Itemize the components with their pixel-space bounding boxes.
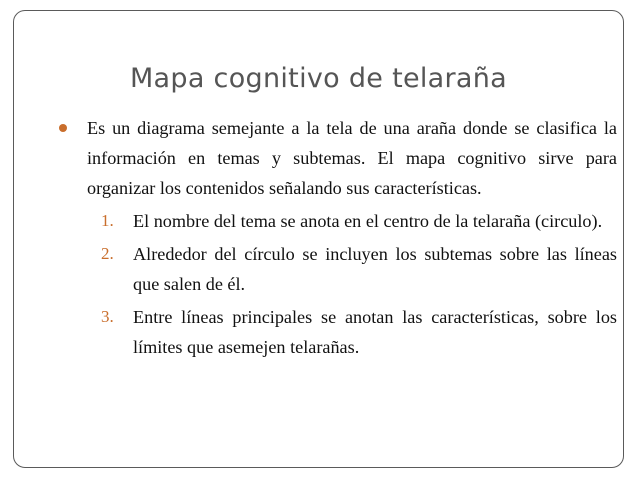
list-item-number: 3.	[101, 307, 114, 326]
slide-title: Mapa cognitivo de telaraña	[129, 63, 508, 94]
numbered-list	[72, 206, 617, 362]
list-item	[72, 239, 617, 299]
list-item-text: Alrededor del círculo se incluyen los subtemas sobre las líneas que salen de él.	[133, 244, 617, 294]
list-item-number: 2.	[101, 244, 114, 263]
list-item-text: Entre líneas principales se anotan las características, sobre los límites que asemejen telarañas.	[133, 307, 617, 357]
list-item-number: 1.	[101, 211, 114, 230]
list-item	[72, 302, 617, 362]
bullet-text: Es un diagrama semejante a la tela de una araña donde se clasifica la información en temas y subtemas. El mapa cognitivo sirve para organizar los contenidos señalando sus características.	[87, 118, 617, 198]
list-item	[72, 206, 617, 236]
slide-frame	[13, 10, 624, 468]
list-item-text: El nombre del tema se anota en el centro de la telaraña (circulo).	[133, 211, 603, 231]
bullet-paragraph	[72, 113, 617, 203]
bullet-dot-icon	[59, 124, 67, 132]
content-body	[72, 113, 617, 362]
